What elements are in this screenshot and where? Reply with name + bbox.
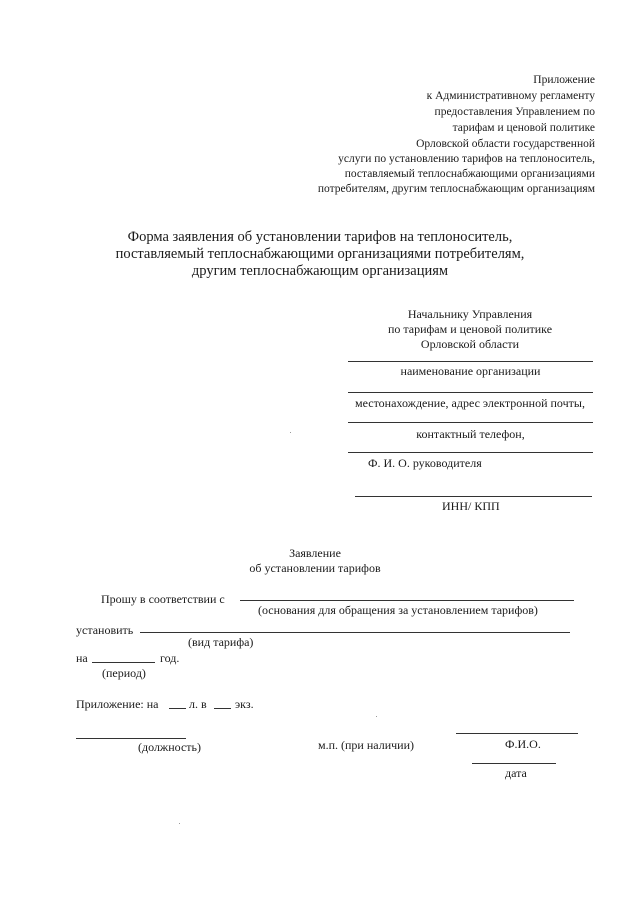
appendix-line: Орловской области государственной (416, 138, 595, 150)
addressee-line: Начальнику Управления (407, 307, 533, 321)
period-field-line[interactable] (92, 662, 155, 663)
appendix-line: услуги по установлению тарифов на теплоноситель, (338, 153, 595, 165)
appendix-line: предоставления Управлением по (434, 106, 595, 118)
scan-speck (376, 716, 377, 717)
appendix-line: потребителям, другим теплоснабжающим организациям (317, 183, 595, 195)
appendix-line: тарифам и ценовой политике (452, 122, 595, 134)
inn-kpp-line[interactable] (355, 496, 592, 497)
org-name-caption: наименование организации (400, 364, 541, 378)
establish-text: установить (76, 623, 134, 637)
period-prefix: на (76, 651, 88, 665)
tariff-caption: (вид тарифа) (188, 635, 254, 649)
basis-caption: (основания для обращения за установлением тарифов) (258, 603, 538, 617)
date-caption: дата (505, 766, 527, 780)
addressee-line: Орловской области (420, 337, 520, 351)
attachment-suffix: экз. (235, 697, 254, 711)
location-caption: местонахождение, адрес электронной почты, (355, 396, 585, 410)
name-caption: Ф.И.О. (505, 737, 541, 751)
attachment-prefix: Приложение: на (76, 697, 159, 711)
attachment-copies-line[interactable] (214, 708, 231, 709)
attachment-pages-line[interactable] (169, 708, 186, 709)
phone-line[interactable] (348, 422, 593, 423)
head-name-caption: Ф. И. О. руководителя (368, 456, 482, 470)
appendix-line: поставляемый теплоснабжающими организациями (344, 168, 595, 180)
date-line[interactable] (472, 763, 556, 764)
request-text: Прошу в соответствии с (101, 592, 225, 606)
form-title-line: другим теплоснабжающим организациям (191, 263, 449, 279)
statement-heading: Заявление (289, 546, 341, 560)
scan-speck (290, 432, 291, 433)
scan-speck (179, 823, 180, 824)
statement-subheading: об установлении тарифов (249, 561, 381, 575)
head-name-line[interactable] (348, 452, 593, 453)
org-name-line[interactable] (348, 361, 593, 362)
period-suffix: год. (160, 651, 180, 665)
name-line[interactable] (456, 733, 578, 734)
position-line[interactable] (76, 738, 186, 739)
period-caption: (период) (102, 666, 146, 680)
basis-field-line[interactable] (240, 600, 574, 601)
position-caption: (должность) (138, 740, 201, 754)
location-line[interactable] (348, 392, 593, 393)
addressee-line: по тарифам и ценовой политике (387, 322, 553, 336)
form-title-line: поставляемый теплоснабжающими организациями потребителям, (115, 246, 525, 262)
phone-caption: контактный телефон, (416, 427, 525, 441)
tariff-field-line[interactable] (140, 632, 570, 633)
inn-kpp-caption: ИНН/ КПП (442, 499, 500, 513)
stamp-caption: м.п. (при наличии) (318, 738, 414, 752)
appendix-line: к Административному регламенту (426, 90, 595, 102)
appendix-line: Приложение (533, 74, 595, 86)
form-title-line: Форма заявления об установлении тарифов на теплоноситель, (127, 229, 513, 245)
attachment-middle: л. в (189, 697, 207, 711)
